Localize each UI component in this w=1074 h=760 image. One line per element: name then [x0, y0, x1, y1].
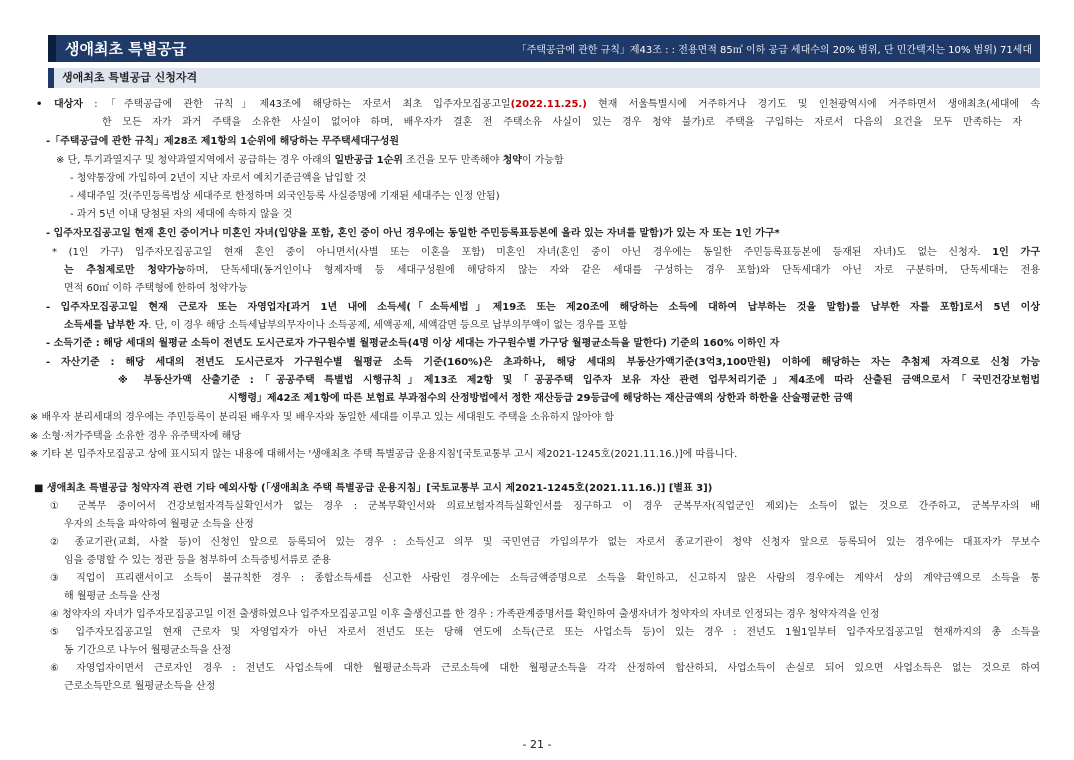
exception-item: ① 군복무 중이어서 건강보험자격득실확인서가 없는 경우 : 군복무확인서와 의료보험자격득실확인서를 징구하고 이 경우 군복무자(직업군인 제외)는 소득이 없는 것으로 간주하고, 군복무자의 배 [50, 501, 1040, 512]
marriage-line: - 입주자모집공고일 현재 혼인 중이거나 미혼인 자녀(입양을 포함, 혼인 중이 아닌 경우에는 동일한 주민등록표등본에 올라 있는 자녀를 말함)가 있는 자 또는 1인 가구* [46, 228, 780, 239]
single-line-1: * (1인 가구) 입주자모집공고일 현재 혼인 중이 아니면서(사별 또는 이혼을 포함) 미혼인 자녀(혼인 중이 아닌 경우에는 동일한 주민등록표등본에 등재된 자녀)도 없는 신청자. 1인 가구 [52, 247, 1040, 258]
single-line-3: 면적 60㎡ 이하 주택형에 한하여 청약가능 [64, 283, 248, 294]
income-line: - 소득기준 : 해당 세대의 월평균 소득이 전년도 도시근로자 가구원수별 월평균소득(4명 이상 세대는 가구원수별 가구당 월평균소득을 말한다) 기준의 160% 이하인 자 [46, 338, 780, 349]
subsection-header: 생애최초 특별공급 신청자격 [48, 68, 1040, 88]
exception-item-cont: 임을 증명할 수 있는 정관 등을 첨부하여 소득증빙서류로 준용 [64, 555, 331, 566]
section-title: 생애최초 특별공급 [65, 40, 187, 58]
target-line-1: • 대상자 :「주택공급에 관한 규칙」제43조에 해당하는 자로서 최초 입주자모집공고일(2022.11.25.) 현재 서울특별시에 거주하거나 경기도 및 인천광역시에 거주하면서 생애최초(세대에 속 [36, 99, 1040, 110]
exception-item-cont: 해 월평균 소득을 산정 [64, 591, 161, 602]
page-number: - 21 - [522, 738, 552, 751]
sub-item: - 과거 5년 이내 당첨된 자의 세대에 속하지 않을 것 [70, 209, 293, 220]
exception-item: ④ 청약자의 자녀가 입주자모집공고일 이전 출생하였으나 입주자모집공고일 이후 출생신고를 한 경우 : 가족관계증명서를 확인하여 출생자녀가 청약자의 자녀로 인정되는 경우 청약자격을 인정 [50, 609, 880, 620]
note-line: ※ 배우자 분리세대의 경우에는 주민등록이 분리된 배우자 및 배우자와 동일한 세대를 이루고 있는 세대원도 주택을 소유하지 않아야 함 [30, 412, 615, 423]
target-line-2: 한 모든 자가 과거 주택을 소유한 사실이 없어야 하며, 배우자가 결혼 전 주택소유 사실이 있는 경우 청약 불가)로 주택을 구입하는 자로서 다음의 요건을 모두 만족하는 자 [102, 117, 1022, 128]
asset-line-3: 시행령」제42조 제1항에 따른 보험료 부과점수의 산정방법에서 정한 재산등급 29등급에 해당하는 재산금액의 상한과 하한을 산술평균한 금액 [228, 393, 853, 404]
exception-item: ③ 직업이 프리랜서이고 소득이 불규칙한 경우 : 종합소득세를 신고한 사람인 경우에는 소득금액증명으로 소득을 확인하고, 신고하지 않은 사람의 경우에는 계약서 상의 계약금액으로 소득을 통 [50, 573, 1040, 584]
exception-item-cont: 우자의 소득을 파악하여 월평균 소득을 산정 [64, 519, 254, 530]
asset-line-1: - 자산기준 : 해당 세대의 전년도 도시근로자 가구원수별 월평균 소득 기준(160%)은 초과하나, 해당 세대의 부동산가액기준(3억3,100만원) 이하에 해당하는 자는 추첨제 자격으로 신청 가능 [46, 357, 1040, 368]
section-header [48, 35, 1040, 62]
rule28-line: -「주택공급에 관한 규칙」제28조 제1항의 1순위에 해당하는 무주택세대구성원 [46, 136, 400, 147]
note-line: ※ 기타 본 입주자모집공고 상에 표시되지 않는 내용에 대해서는 '생애최초 주택 특별공급 운용지침'[국토교통부 고시 제2021-1245호(2021.11.16.)]에 따릅니다. [30, 449, 738, 460]
sub-item: - 세대주일 것(주민등록법상 세대주로 한정하며 외국인등록 사실증명에 기재된 세대주는 인정 안됨) [70, 191, 500, 202]
exception-item: ② 종교기관(교회, 사찰 등)이 신청인 앞으로 등록되어 있는 경우 : 소득신고 의무 및 국민연금 가입의무가 없는 자로서 종교기관이 청약 신청자 앞으로 등록되어 있는 경우에는 대표자가 무보수 [50, 537, 1040, 548]
sub-item: - 청약통장에 가입하여 2년이 지난 자로서 예치기준금액을 납입할 것 [70, 173, 367, 184]
worker-line-2: 소득세를 납부한 자. 단, 이 경우 해당 소득세납부의무자이나 소득공제, 세액공제, 세액감면 등으로 납부의무액이 없는 경우를 포함 [64, 320, 628, 331]
exceptions-title: ■ 생애최초 특별공급 청약자격 관련 기타 예외사항 (「생애최초 주택 특별공급 운용지침」[국토교통부 고시 제2021-1245호(2021.11.16.)] [별표 3]) [34, 483, 713, 494]
asset-line-2: ※ 부동산가액 산출기준 :「공공주택 특별법 시행규칙」제13조 제2항 및「공공주택 입주자 보유 자산 관련 업무처리기준」제4조에 따라 산출된 금액으로서「국민건강보험법 [118, 375, 1040, 386]
exception-line: ※ 단, 투기과열지구 및 청약과열지역에서 공급하는 경우 아래의 일반공급 1순위 조건을 모두 만족해야 청약이 가능함 [56, 155, 564, 166]
single-line-2: 는 추첨제로만 청약가능하며, 단독세대(동거인이나 형제자매 등 세대구성원에 해당하지 않는 자와 같은 세대를 구성하는 경우 포함)와 단독세대가 아닌 자로 구분하며, 단독세대는 전용 [64, 265, 1040, 276]
worker-line-1: - 입주자모집공고일 현재 근로자 또는 자영업자[과거 1년 내에 소득세(「소득세법」제19조 또는 제20조에 해당하는 소득에 대하여 납부하는 것을 말함)를 납부한 자를 포함]로서 5년 이상 [46, 302, 1040, 313]
section-note: 「주택공급에 관한 규칙」제43조 : : 전용면적 85㎡ 이하 공급 세대수의 20% 범위, 단 민간택지는 10% 범위) 71세대 [516, 45, 1032, 56]
exception-item: ⑥ 자영업자이면서 근로자인 경우 : 전년도 사업소득에 대한 월평균소득과 근로소득에 대한 월평균소득을 각각 산정하여 합산하되, 사업소득이 손실로 되어 있으면 사업소득은 없는 것으로 하여 [50, 663, 1040, 674]
exception-item-cont: 동 기간으로 나누어 월평균소득을 산정 [64, 645, 232, 656]
exception-item-cont: 근로소득만으로 월평균소득을 산정 [64, 681, 216, 692]
exception-item: ⑤ 입주자모집공고일 현재 근로자 및 자영업자가 아닌 자로서 전년도 또는 당해 연도에 소득(근로 또는 사업소득 등)이 있는 경우 : 전년도 1월1일부터 입주자모집공고일 현재까지의 총 소득을 [50, 627, 1040, 638]
target-label: 대상자 [53, 99, 83, 110]
note-line: ※ 소형·저가주택을 소유한 경우 유주택자에 해당 [30, 431, 241, 442]
notice-date: (2022.11.25.) [510, 99, 587, 110]
